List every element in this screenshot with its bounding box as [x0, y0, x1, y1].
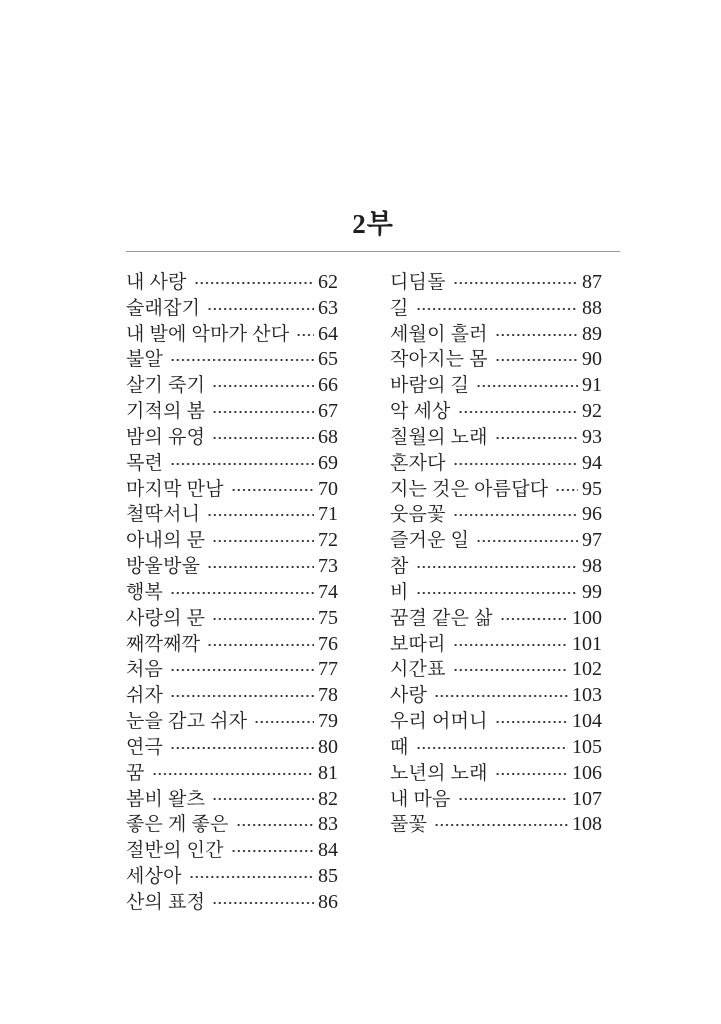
toc-entry-page-number: 89 [582, 322, 602, 345]
dot-leader [236, 812, 314, 838]
toc-entry-title: 길 [390, 297, 409, 319]
toc-entry [126, 787, 338, 813]
toc-entry [126, 632, 338, 658]
dot-leader [500, 606, 568, 632]
dot-leader [170, 580, 314, 606]
toc-entry [126, 528, 338, 554]
toc-entry-title: 꿈 [126, 762, 145, 784]
toc-entry [390, 477, 602, 503]
dot-leader [495, 425, 578, 451]
toc-entry-title: 봄비 왈츠 [126, 788, 206, 810]
toc-entry [390, 347, 602, 373]
toc-entry-title: 쉬자 [126, 685, 164, 707]
toc-entry-page-number: 100 [572, 606, 602, 629]
table-of-contents [126, 270, 620, 916]
toc-entry-page-number: 102 [572, 658, 602, 681]
toc-entry-page-number: 90 [582, 348, 602, 371]
toc-entry-title: 연극 [126, 736, 164, 758]
toc-entry-page-number: 64 [318, 322, 338, 345]
dot-leader [416, 296, 578, 322]
toc-entry-title: 노년의 노래 [390, 762, 488, 784]
toc-entry [390, 606, 602, 632]
dot-leader [212, 890, 314, 916]
dot-leader [416, 554, 578, 580]
toc-entry-page-number: 99 [582, 580, 602, 603]
dot-leader [416, 580, 578, 606]
toc-entry [390, 735, 602, 761]
toc-entry-page-number: 92 [582, 400, 602, 423]
toc-entry-title: 칠월의 노래 [390, 426, 488, 448]
dot-leader [231, 477, 314, 503]
dot-leader [170, 451, 314, 477]
toc-entry-title: 꿈결 같은 삶 [390, 607, 493, 629]
toc-entry-title: 눈을 감고 쉬자 [126, 711, 248, 733]
toc-entry [126, 657, 338, 683]
toc-entry-page-number: 77 [318, 658, 338, 681]
toc-entry-title: 방울방울 [126, 556, 201, 578]
toc-entry-title: 사랑 [390, 685, 428, 707]
toc-entry-page-number: 69 [318, 451, 338, 474]
toc-entry [126, 864, 338, 890]
toc-entry-page-number: 65 [318, 348, 338, 371]
toc-right-column [390, 270, 602, 916]
toc-entry [390, 502, 602, 528]
toc-entry [126, 580, 338, 606]
toc-entry [390, 322, 602, 348]
dot-leader [476, 373, 578, 399]
toc-entry-title: 지는 것은 아름답다 [390, 478, 549, 500]
toc-entry-page-number: 74 [318, 580, 338, 603]
toc-entry-page-number: 72 [318, 529, 338, 552]
toc-entry [390, 683, 602, 709]
dot-leader [189, 864, 314, 890]
toc-entry-page-number: 94 [582, 451, 602, 474]
dot-leader [212, 606, 314, 632]
dot-leader [453, 632, 568, 658]
toc-entry [126, 554, 338, 580]
dot-leader [495, 322, 578, 348]
toc-entry [126, 761, 338, 787]
toc-entry [390, 709, 602, 735]
toc-entry-title: 절반의 인간 [126, 840, 224, 862]
toc-entry [126, 683, 338, 709]
dot-leader [453, 270, 578, 296]
toc-entry-page-number: 103 [572, 684, 602, 707]
toc-entry-page-number: 104 [572, 710, 602, 733]
toc-entry-page-number: 105 [572, 735, 602, 758]
dot-leader [476, 528, 578, 554]
toc-entry-title: 보따리 [390, 633, 446, 655]
toc-entry-title: 웃음꽃 [390, 504, 446, 526]
toc-entry-title: 세상아 [126, 866, 182, 888]
dot-leader [458, 787, 568, 813]
dot-leader [170, 657, 314, 683]
dot-leader [458, 399, 578, 425]
toc-entry-title: 산의 표정 [126, 891, 206, 913]
toc-entry-page-number: 67 [318, 400, 338, 423]
toc-entry-page-number: 81 [318, 761, 338, 784]
dot-leader [254, 709, 314, 735]
toc-entry-page-number: 66 [318, 374, 338, 397]
dot-leader [453, 502, 578, 528]
dot-leader [495, 709, 568, 735]
toc-entry [390, 399, 602, 425]
dot-leader [555, 477, 578, 503]
toc-entry-page-number: 78 [318, 684, 338, 707]
title-divider [126, 251, 620, 252]
toc-entry [126, 735, 338, 761]
dot-leader [170, 683, 314, 709]
toc-entry [126, 838, 338, 864]
dot-leader [152, 761, 314, 787]
toc-entry-title: 바람의 길 [390, 375, 470, 397]
toc-entry-title: 째깍째깍 [126, 633, 201, 655]
dot-leader [207, 632, 314, 658]
toc-entry [390, 812, 602, 838]
dot-leader [296, 322, 314, 348]
dot-leader [434, 683, 568, 709]
toc-entry [390, 270, 602, 296]
toc-entry [126, 270, 338, 296]
toc-entry-title: 비 [390, 581, 409, 603]
toc-entry-page-number: 108 [572, 813, 602, 836]
toc-entry-title: 철딱서니 [126, 504, 201, 526]
toc-entry [390, 425, 602, 451]
dot-leader [434, 812, 568, 838]
toc-entry-title: 술래잡기 [126, 297, 201, 319]
toc-entry-page-number: 91 [582, 374, 602, 397]
dot-leader [495, 761, 568, 787]
toc-entry-page-number: 73 [318, 555, 338, 578]
toc-entry [126, 502, 338, 528]
toc-entry [390, 657, 602, 683]
toc-entry-page-number: 106 [572, 761, 602, 784]
toc-entry [390, 554, 602, 580]
toc-entry [390, 451, 602, 477]
toc-entry-title: 목련 [126, 452, 164, 474]
toc-entry [390, 373, 602, 399]
toc-entry [126, 347, 338, 373]
toc-entry [390, 528, 602, 554]
toc-entry-title: 행복 [126, 581, 164, 603]
toc-entry-title: 세월이 흘러 [390, 323, 488, 345]
toc-entry-title: 내 사랑 [126, 272, 187, 293]
dot-leader [170, 735, 314, 761]
toc-entry-page-number: 95 [582, 477, 602, 500]
toc-entry [126, 373, 338, 399]
toc-entry-page-number: 86 [318, 890, 338, 913]
dot-leader [495, 347, 578, 373]
toc-entry [126, 709, 338, 735]
toc-entry-title: 혼자다 [390, 452, 446, 474]
dot-leader [453, 451, 578, 477]
toc-entry-page-number: 79 [318, 710, 338, 733]
dot-leader [212, 787, 314, 813]
dot-leader [207, 296, 314, 322]
dot-leader [207, 554, 314, 580]
toc-entry-title: 좋은 게 좋은 [126, 814, 229, 836]
toc-left-column [126, 270, 338, 916]
dot-leader [416, 735, 568, 761]
toc-entry-page-number: 88 [582, 296, 602, 319]
part-title: 2부 [352, 209, 394, 239]
toc-entry [126, 812, 338, 838]
toc-entry [390, 761, 602, 787]
toc-entry [390, 580, 602, 606]
toc-entry-page-number: 62 [318, 271, 338, 293]
toc-entry [390, 787, 602, 813]
dot-leader [231, 838, 314, 864]
dot-leader [212, 373, 314, 399]
toc-entry-title: 디딤돌 [390, 272, 446, 293]
toc-entry [126, 296, 338, 322]
toc-entry-title: 악 세상 [390, 401, 451, 423]
toc-entry-title: 불알 [126, 349, 164, 371]
toc-entry [126, 890, 338, 916]
toc-entry-page-number: 76 [318, 632, 338, 655]
toc-entry-title: 사랑의 문 [126, 607, 206, 629]
dot-leader [212, 425, 314, 451]
toc-entry-page-number: 107 [572, 787, 602, 810]
toc-entry-page-number: 70 [318, 477, 338, 500]
toc-entry [126, 322, 338, 348]
toc-entry-title: 내 마음 [390, 788, 451, 810]
toc-entry [126, 606, 338, 632]
toc-entry-page-number: 83 [318, 813, 338, 836]
toc-entry-title: 아내의 문 [126, 530, 206, 552]
dot-leader [212, 528, 314, 554]
toc-entry [390, 632, 602, 658]
toc-entry-title: 우리 어머니 [390, 711, 488, 733]
toc-entry-page-number: 93 [582, 425, 602, 448]
dot-leader [453, 657, 568, 683]
toc-entry-page-number: 97 [582, 529, 602, 552]
toc-entry-page-number: 63 [318, 296, 338, 319]
toc-entry [126, 425, 338, 451]
toc-entry-page-number: 85 [318, 865, 338, 888]
toc-entry-title: 밤의 유영 [126, 426, 206, 448]
toc-entry-page-number: 75 [318, 606, 338, 629]
toc-entry-page-number: 96 [582, 503, 602, 526]
toc-entry-title: 기적의 봄 [126, 401, 206, 423]
toc-entry-page-number: 84 [318, 839, 338, 862]
toc-entry-title: 마지막 만남 [126, 478, 224, 500]
toc-entry [126, 477, 338, 503]
page-content [126, 0, 620, 916]
toc-entry [126, 451, 338, 477]
dot-leader [207, 502, 314, 528]
dot-leader [170, 347, 314, 373]
toc-entry-title: 내 발에 악마가 산다 [126, 323, 290, 345]
toc-entry-page-number: 87 [582, 271, 602, 293]
toc-entry [390, 296, 602, 322]
toc-entry-title: 살기 죽기 [126, 375, 206, 397]
toc-entry-page-number: 98 [582, 555, 602, 578]
toc-entry-page-number: 101 [572, 632, 602, 655]
toc-entry-title: 시간표 [390, 659, 446, 681]
toc-entry-page-number: 82 [318, 787, 338, 810]
toc-entry-title: 처음 [126, 659, 164, 681]
toc-entry-title: 때 [390, 736, 409, 758]
toc-entry-title: 참 [390, 556, 409, 578]
toc-entry [126, 399, 338, 425]
dot-leader [194, 270, 314, 296]
toc-entry-page-number: 80 [318, 735, 338, 758]
toc-entry-title: 즐거운 일 [390, 530, 470, 552]
toc-entry-page-number: 68 [318, 425, 338, 448]
toc-entry-title: 작아지는 몸 [390, 349, 488, 371]
dot-leader [212, 399, 314, 425]
toc-entry-title: 풀꽃 [390, 814, 428, 836]
toc-entry-page-number: 71 [318, 503, 338, 526]
